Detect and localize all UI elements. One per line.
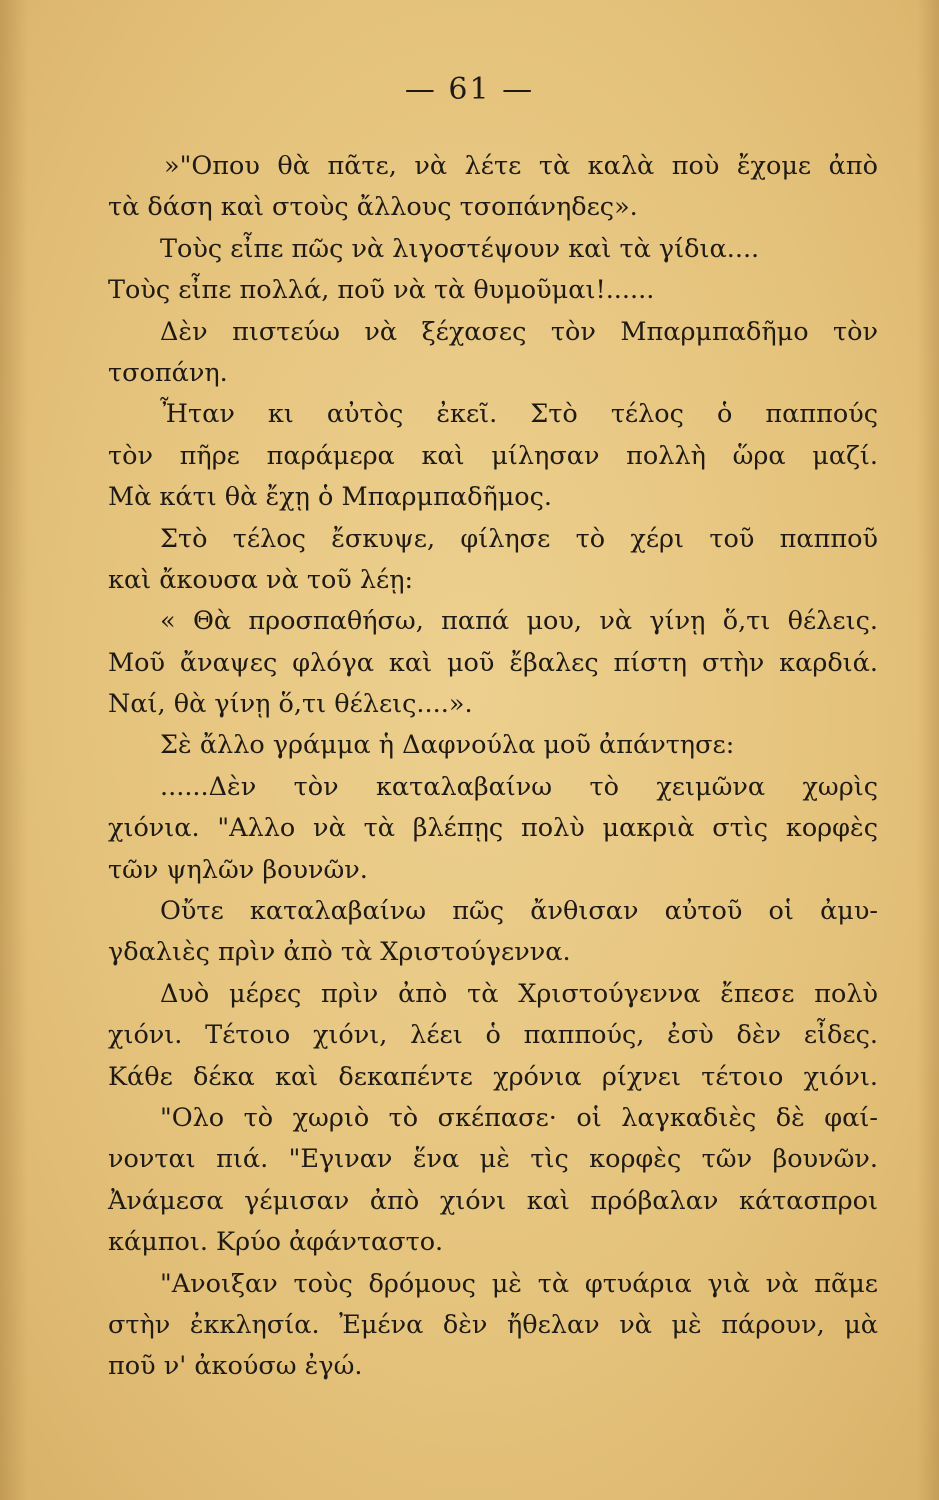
text-line-27: κάμποι. Κρύο ἀφάνταστο.: [108, 1227, 444, 1258]
text-line-29: στὴν ἐκκλησία. Ἐμένα δὲν ἤθελαν νὰ μὲ πάρουν, μὰ: [108, 1309, 878, 1340]
text-line-1: »"Οπου θὰ πᾶτε, νὰ λέτε τὰ καλὰ ποὺ ἔχομε ἀπὸ: [164, 151, 878, 181]
text-line-9: Μὰ κάτι θὰ ἔχῃ ὁ Μπαρμπαδῆμος.: [108, 482, 553, 513]
text-line-23: Κάθε δέκα καὶ δεκαπέντε χρόνια ρίχνει τέτοιο χιόνι.: [108, 1061, 878, 1092]
text-line-17: χιόνια. "Αλλο νὰ τὰ βλέπῃς πολὺ μακριὰ στὶς κορφὲς: [108, 813, 878, 844]
text-line-8: τὸν πῆρε παράμερα καὶ μίλησαν πολλὴ ὥρα μαζί.: [108, 440, 878, 471]
text-line-2: τὰ δάση καὶ στοὺς ἄλλους τσοπάνηδες».: [108, 192, 638, 223]
text-line-21: Δυὸ μέρες πρὶν ἀπὸ τὰ Χριστούγεννα ἔπεσε πολὺ: [160, 978, 878, 1009]
text-line-5: Δὲν πιστεύω νὰ ξέχασες τὸν Μπαρμπαδῆμο τὸν: [160, 316, 878, 347]
text-line-18: τῶν ψηλῶν βουνῶν.: [108, 854, 368, 885]
text-line-11: καὶ ἄκουσα νὰ τοῦ λέῃ:: [108, 564, 414, 595]
text-line-26: Ἀνάμεσα γέμισαν ἀπὸ χιόνι καὶ πρόβαλαν κάτασπροι: [108, 1185, 878, 1216]
page-number: — 61 —: [404, 72, 535, 107]
text-line-22: χιόνι. Τέτοιο χιόνι, λέει ὁ παππούς, ἐσὺ δὲν εἶδες.: [108, 1020, 878, 1051]
text-line-25: νονται πιά. "Εγιναν ἕνα μὲ τὶς κορφὲς τῶν βουνῶν.: [108, 1144, 878, 1175]
text-line-7: Ἦταν κι αὐτὸς ἐκεῖ. Στὸ τέλος ὁ παππούς: [160, 399, 878, 430]
text-line-15: Σὲ ἄλλο γράμμα ἡ Δαφνούλα μοῦ ἀπάντησε:: [160, 730, 735, 761]
text-line-19: Οὔτε καταλαβαίνω πῶς ἄνθισαν αὐτοῦ οἱ ἀμυ-: [160, 896, 878, 927]
text-line-14: Ναί, θὰ γίνῃ ὅ,τι θέλεις....».: [108, 689, 473, 720]
text-line-13: Μοῦ ἄναψες φλόγα καὶ μοῦ ἔβαλες πίστη στὴν καρδιά.: [108, 647, 878, 678]
body-text: [108, 146, 878, 1388]
text-line-20: γδαλιὲς πρὶν ἀπὸ τὰ Χριστούγεννα.: [108, 937, 571, 968]
text-line-16: ......Δὲν τὸν καταλαβαίνω τὸ χειμῶνα χωρὶς: [160, 771, 878, 802]
text-line-30: ποῦ ν' ἀκούσω ἐγώ.: [108, 1351, 363, 1382]
text-line-10: Στὸ τέλος ἔσκυψε, φίλησε τὸ χέρι τοῦ παπποῦ: [160, 523, 878, 554]
page-edge-shadow-right: [917, 0, 939, 1500]
text-line-3: Τοὺς εἶπε πῶς νὰ λιγοστέψουν καὶ τὰ γίδια....: [160, 233, 760, 264]
text-line-6: τσοπάνη.: [108, 357, 228, 388]
text-line-12: « Θὰ προσπαθήσω, παπά μου, νὰ γίνῃ ὅ,τι θέλεις.: [160, 606, 878, 637]
text-line-28: "Ανοιξαν τοὺς δρόμους μὲ τὰ φτυάρια γιὰ νὰ πᾶμε: [160, 1268, 878, 1299]
text-line-4: Τοὺς εἶπε πολλά, ποῦ νὰ τὰ θυμοῦμαι!......: [108, 275, 655, 306]
text-line-24: "Ολο τὸ χωριὸ τὸ σκέπασε· οἱ λαγκαδιὲς δὲ φαί-: [160, 1102, 878, 1133]
page-edge-shadow-left: [0, 0, 28, 1500]
